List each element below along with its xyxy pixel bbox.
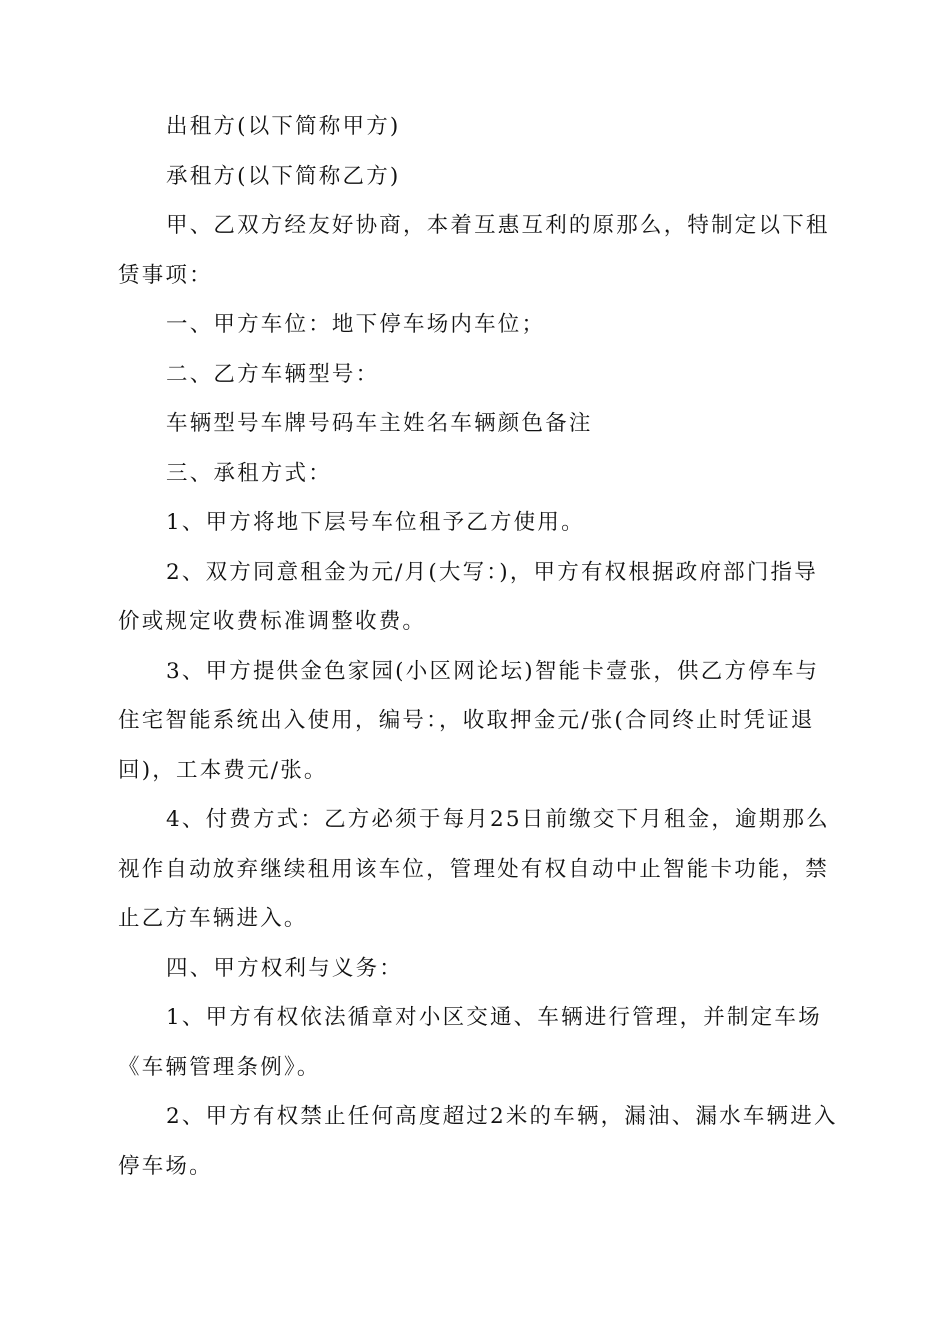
paragraph-lessor-rights: 四、甲方权利与义务： [166, 955, 404, 981]
paragraph-lessor: 出租方(以下简称甲方) [166, 114, 401, 139]
paragraph-parking-space: 一、甲方车位：地下停车场内车位； [166, 312, 546, 337]
paragraph-intro: 甲、乙双方经友好协商，本着互惠互利的原那么，特制定以下租赁事项： [118, 213, 830, 288]
paragraph-clause-3-3: 3、甲方提供金色家园(小区网论坛)智能卡壹张，供乙方停车与住宅智能系统出入使用，编号：，收取押金元/张(合同终止时凭证退回)，工本费元/张。 [118, 658, 820, 783]
paragraph-clause-3-4: 4、付费方式：乙方必须于每月25日前缴交下月租金，逾期那么视作自动放弃继续租用该车位，管理处有权自动中止智能卡功能，禁止乙方车辆进入。 [118, 807, 830, 931]
paragraph-lessee: 承租方(以下简称乙方) [166, 163, 401, 189]
paragraph-clause-3-2: 2、双方同意租金为元/月(大写：)，甲方有权根据政府部门指导价或规定收费标准调整收费。 [118, 559, 818, 634]
paragraph-clause-4-2: 2、甲方有权禁止任何高度超过2米的车辆，漏油、漏水车辆进入停车场。 [118, 1104, 838, 1179]
document-page [118, 102, 838, 1191]
paragraph-clause-4-1: 1、甲方有权依法循章对小区交通、车辆进行管理，并制定车场《车辆管理条例》。 [118, 1005, 822, 1080]
paragraph-vehicle-fields: 车辆型号车牌号码车主姓名车辆颜色备注 [166, 411, 593, 436]
paragraph-clause-3-1: 1、甲方将地下层号车位租予乙方使用。 [166, 510, 585, 535]
paragraph-vehicle-model: 二、乙方车辆型号： [166, 361, 380, 387]
paragraph-rental-method: 三、承租方式： [166, 460, 332, 486]
